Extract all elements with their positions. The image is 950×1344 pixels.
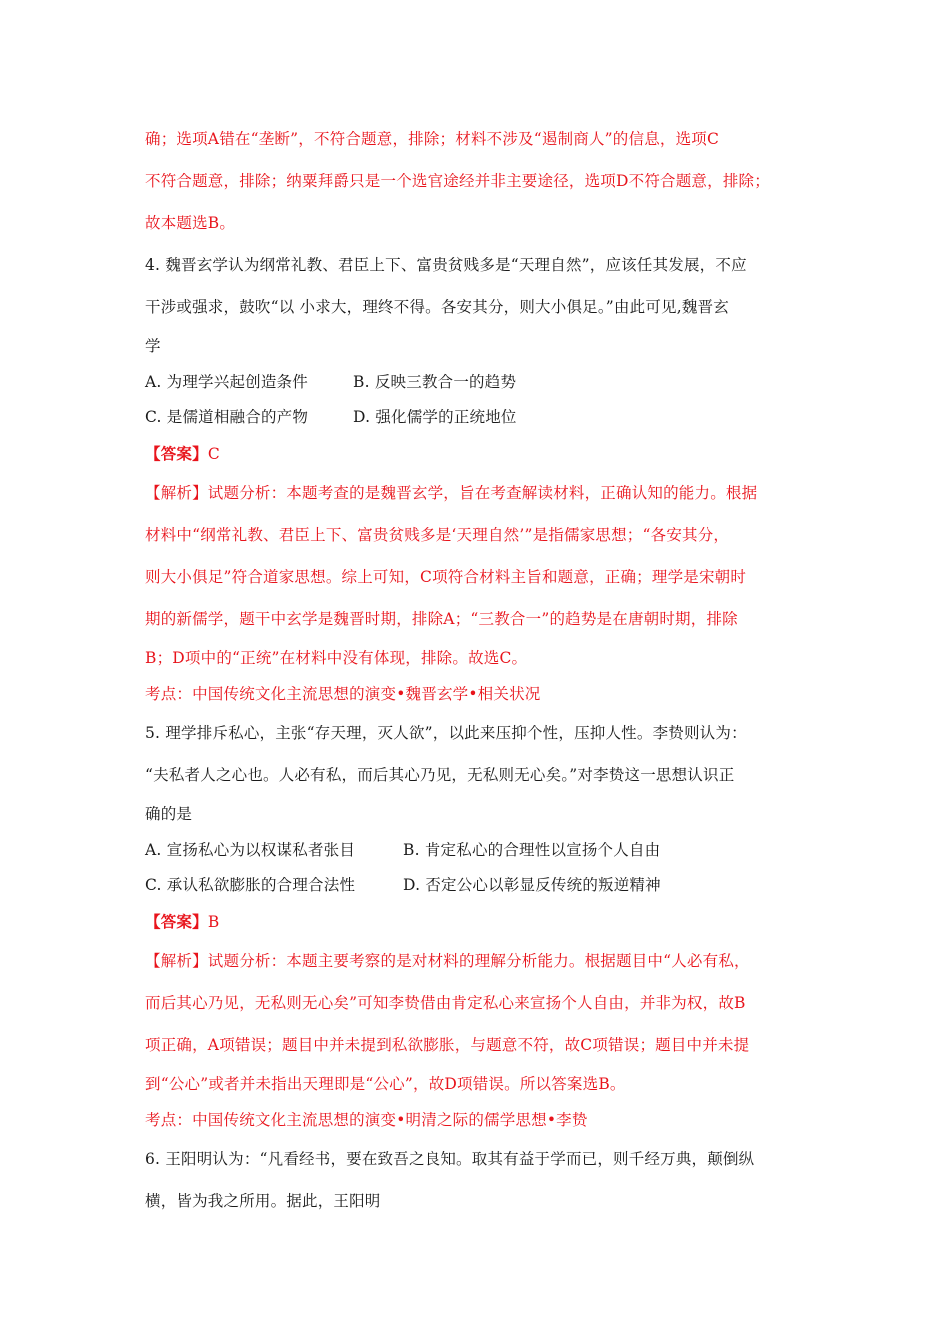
option-b: B. 肯定私心的合理性以宣扬个人自由 xyxy=(403,841,661,859)
analysis-line: 到“公心”或者并未指出天理即是“公心”，故D项错误。所以答案选B。 xyxy=(145,1075,626,1093)
question-4 xyxy=(145,244,815,712)
analysis-line: 而后其心乃见，无私则无心矣”可知李贽借由肯定私心来宣扬个人自由，并非为权，故B xyxy=(145,994,746,1012)
analysis-line: 【解析】试题分析：本题主要考察的是对材料的理解分析能力。根据题目中“人必有私， xyxy=(145,952,750,970)
question-stem-line: 确的是 xyxy=(145,805,193,823)
options-row xyxy=(145,365,815,400)
analysis-block xyxy=(145,940,815,1103)
answer-value: B xyxy=(207,913,220,931)
answer-label: 【答案】 xyxy=(145,912,208,931)
options-row xyxy=(145,868,815,903)
options-row xyxy=(145,400,815,435)
answer-value: C xyxy=(207,445,220,463)
question-stem-line: 横，皆为我之所用。据此，王阳明 xyxy=(145,1192,381,1210)
option-c: C. 是儒道相融合的产物 xyxy=(145,408,309,426)
analysis-line: 不符合题意，排除；纳粟拜爵只是一个选官途经并非主要途径，选项D不符合题意，排除； xyxy=(145,172,770,190)
key-point-line: 考点：中国传统文化主流思想的演变•魏晋玄学•相关状况 xyxy=(145,685,541,703)
option-a: A. 为理学兴起创造条件 xyxy=(145,373,308,391)
answer-label: 【答案】 xyxy=(145,444,208,463)
question-5 xyxy=(145,712,815,1138)
analysis-line: 故本题选B。 xyxy=(145,214,236,232)
answer-line xyxy=(145,435,815,472)
analysis-line: 【解析】试题分析：本题考查的是魏晋玄学，旨在考查解读材料，正确认知的能力。根据 xyxy=(145,484,758,502)
analysis-line: 项正确，A项错误；题目中并未提到私欲膨胀，与题意不符，故C项错误；题目中并未提 xyxy=(145,1036,750,1054)
option-b: B. 反映三教合一的趋势 xyxy=(353,373,517,391)
question-stem-line: 4. 魏晋玄学认为纲常礼教、君臣上下、富贵贫贱多是“天理自然”，应该任其发展，不应 xyxy=(145,256,747,274)
analysis-line: 材料中“纲常礼教、君臣上下、富贵贫贱多是‘天理自然’”是指儒家思想；“各安其分， xyxy=(145,526,730,544)
analysis-line: 期的新儒学，题干中玄学是魏晋时期，排除A；“三教合一”的趋势是在唐朝时期，排除 xyxy=(145,610,738,628)
analysis-line: B；D项中的“正统”在材料中没有体现，排除。故选C。 xyxy=(145,649,528,667)
previous-analysis-continuation xyxy=(145,118,815,244)
analysis-block xyxy=(145,472,815,677)
option-a: A. 宣扬私心为以权谋私者张目 xyxy=(145,841,356,859)
document-page xyxy=(145,118,815,1222)
answer-line xyxy=(145,903,815,940)
analysis-line: 则大小俱足”符合道家思想。综上可知，C项符合材料主旨和题意，正确；理学是宋朝时 xyxy=(145,568,747,586)
question-stem-line: “夫私者人之心也。人必有私，而后其心乃见，无私则无心矣。”对李贽这一思想认识正 xyxy=(145,766,735,784)
question-6 xyxy=(145,1138,815,1222)
question-stem-line: 5. 理学排斥私心，主张“存天理，灭人欲”，以此来压抑个性，压抑人性。李贽则认为： xyxy=(145,724,747,742)
question-stem-line: 干涉或强求，鼓吹“以 小求大，理终不得。各安其分，则大小俱足。”由此可见,魏晋玄 xyxy=(145,298,729,316)
option-c: C. 承认私欲膨胀的合理合法性 xyxy=(145,876,356,894)
question-stem-line: 学 xyxy=(145,337,161,355)
question-stem-line: 6. 王阳明认为：“凡看经书，要在致吾之良知。取其有益于学而已，则千经万典，颠倒纵 xyxy=(145,1150,755,1168)
options-row xyxy=(145,833,815,868)
key-point-line: 考点：中国传统文化主流思想的演变•明清之际的儒学思想•李贽 xyxy=(145,1111,588,1129)
analysis-line: 确；选项A错在“垄断”，不符合题意，排除；材料不涉及“遏制商人”的信息，选项C xyxy=(145,130,720,148)
option-d: D. 否定公心以彰显反传统的叛逆精神 xyxy=(403,876,661,894)
option-d: D. 强化儒学的正统地位 xyxy=(353,408,517,426)
